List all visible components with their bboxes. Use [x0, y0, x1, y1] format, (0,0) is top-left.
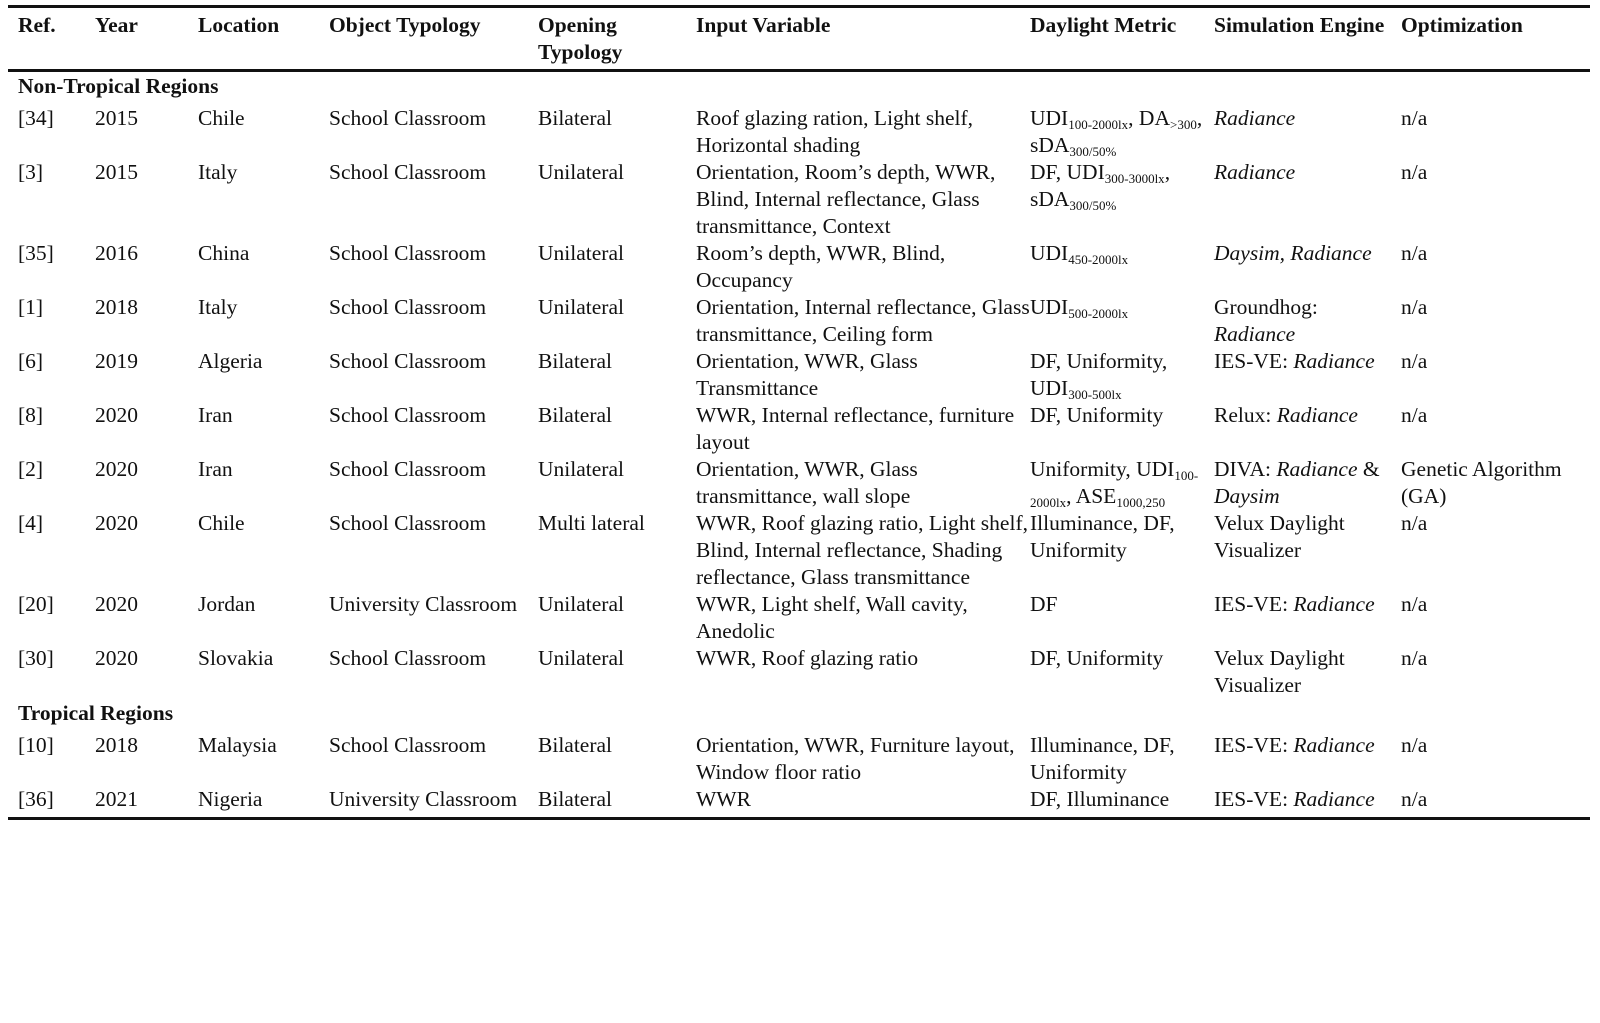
cell-ref: [10] — [18, 733, 54, 757]
cell-year: 2016 — [95, 241, 138, 265]
cell-input-variable: WWR, Light shelf, Wall cavity, Anedolic — [696, 592, 968, 643]
cell-daylight-metric — [1030, 591, 1214, 645]
cell-opening-typology: Bilateral — [538, 403, 613, 427]
cell-location: Chile — [198, 106, 245, 130]
cell-ref: [2] — [18, 457, 44, 481]
cell-daylight-metric — [1030, 645, 1214, 699]
text-fragment: Relux: — [1214, 403, 1277, 427]
cell-daylight-metric — [1030, 510, 1214, 591]
cell-object-typology: School Classroom — [329, 106, 487, 130]
cell-simulation-engine — [1214, 294, 1401, 348]
section-title: Tropical Regions — [18, 701, 174, 725]
cell-opening-typology: Unilateral — [538, 592, 624, 616]
cell-simulation-engine — [1214, 240, 1401, 294]
cell-optimization: Genetic Algorithm (GA) — [1401, 457, 1562, 508]
cell-year: 2020 — [95, 592, 138, 616]
cell-optimization: n/a — [1401, 592, 1428, 616]
cell-optimization: n/a — [1401, 511, 1428, 535]
cell-optimization: n/a — [1401, 787, 1428, 811]
cell-opening-typology: Unilateral — [538, 241, 624, 265]
cell-simulation-engine — [1214, 456, 1401, 510]
table-header — [8, 8, 1590, 72]
cell-year: 2020 — [95, 457, 138, 481]
text-fragment: Groundhog: — [1214, 295, 1318, 319]
text-fragment: , sDA — [1030, 106, 1203, 157]
metric-subscript: 500-2000lx — [1068, 306, 1129, 321]
cell-input-variable: Orientation, WWR, Glass transmittance, wall slope — [696, 457, 918, 508]
cell-optimization: n/a — [1401, 733, 1428, 757]
cell-input-variable: Orientation, Internal reflectance, Glass transmittance, Ceiling form — [696, 295, 1030, 346]
text-fragment: DF, Illuminance — [1030, 787, 1170, 811]
text-fragment: Velux Daylight Visualizer — [1214, 511, 1345, 562]
table-row — [8, 348, 1590, 402]
cell-location: Algeria — [198, 349, 263, 373]
metric-subscript: 100-2000lx — [1068, 117, 1129, 132]
cell-simulation-engine — [1214, 402, 1401, 456]
literature-review-table — [8, 8, 1590, 813]
cell-simulation-engine — [1214, 645, 1401, 699]
cell-ref: [36] — [18, 787, 54, 811]
cell-location: Jordan — [198, 592, 256, 616]
text-fragment: & — [1357, 457, 1380, 481]
metric-subscript: 300-3000lx — [1104, 171, 1165, 186]
cell-year: 2015 — [95, 160, 138, 184]
metric-subscript: 1000,250 — [1116, 495, 1166, 510]
section-title: Non-Tropical Regions — [18, 74, 219, 98]
cell-object-typology: School Classroom — [329, 295, 487, 319]
text-fragment: IES-VE: — [1214, 733, 1294, 757]
cell-location: Iran — [198, 403, 233, 427]
table-row — [8, 105, 1590, 159]
cell-object-typology: School Classroom — [329, 457, 487, 481]
cell-opening-typology: Unilateral — [538, 160, 624, 184]
text-fragment: IES-VE: — [1214, 787, 1294, 811]
metric-subscript: 300-500lx — [1068, 387, 1122, 402]
italic-text: Radiance — [1293, 592, 1375, 616]
italic-text: Radiance — [1293, 349, 1375, 373]
cell-opening-typology: Bilateral — [538, 106, 613, 130]
cell-ref: [35] — [18, 241, 54, 265]
table-body — [8, 72, 1590, 813]
table-row — [8, 456, 1590, 510]
cell-object-typology: School Classroom — [329, 241, 487, 265]
table-row — [8, 159, 1590, 240]
cell-year: 2020 — [95, 403, 138, 427]
cell-ref: [1] — [18, 295, 44, 319]
cell-object-typology: School Classroom — [329, 160, 487, 184]
text-fragment: DF — [1030, 592, 1058, 616]
cell-daylight-metric — [1030, 402, 1214, 456]
text-fragment: DF, Uniformity — [1030, 403, 1164, 427]
table-row — [8, 510, 1590, 591]
cell-ref: [3] — [18, 160, 44, 184]
cell-opening-typology: Unilateral — [538, 646, 624, 670]
cell-simulation-engine — [1214, 732, 1401, 786]
cell-simulation-engine — [1214, 591, 1401, 645]
text-fragment: Illuminance, DF, Uniformity — [1030, 733, 1175, 784]
header-optimization: Optimization — [1401, 13, 1523, 37]
cell-daylight-metric — [1030, 294, 1214, 348]
italic-text: Radiance — [1293, 733, 1375, 757]
italic-text: Radiance — [1214, 160, 1296, 184]
cell-simulation-engine — [1214, 348, 1401, 402]
italic-text: Radiance — [1214, 106, 1296, 130]
italic-text: Daysim — [1214, 484, 1280, 508]
cell-location: Malaysia — [198, 733, 277, 757]
metric-subscript: 100-2000lx — [1030, 468, 1199, 510]
header-input-variable: Input Variable — [696, 13, 831, 37]
cell-input-variable: WWR, Internal reflectance, furniture layout — [696, 403, 1015, 454]
cell-location: Chile — [198, 511, 245, 535]
cell-ref: [8] — [18, 403, 44, 427]
cell-year: 2018 — [95, 295, 138, 319]
cell-daylight-metric — [1030, 732, 1214, 786]
cell-daylight-metric — [1030, 105, 1214, 159]
italic-text: Radiance — [1293, 787, 1375, 811]
metric-subscript: 300/50% — [1069, 144, 1117, 159]
text-fragment: IES-VE: — [1214, 349, 1294, 373]
cell-simulation-engine — [1214, 159, 1401, 240]
text-fragment: UDI — [1030, 106, 1069, 130]
metric-subscript: 450-2000lx — [1068, 252, 1129, 267]
cell-input-variable: Orientation, WWR, Glass Transmittance — [696, 349, 918, 400]
text-fragment: UDI — [1030, 295, 1069, 319]
table-row — [8, 294, 1590, 348]
comparison-table-container — [8, 5, 1590, 820]
header-simulation-engine: Simulation Engine — [1214, 13, 1385, 37]
cell-ref: [30] — [18, 646, 54, 670]
cell-location: Italy — [198, 295, 238, 319]
cell-simulation-engine — [1214, 510, 1401, 591]
header-daylight-metric: Daylight Metric — [1030, 13, 1177, 37]
cell-input-variable: Room’s depth, WWR, Blind, Occupancy — [696, 241, 946, 292]
text-fragment: DF, Uniformity — [1030, 646, 1164, 670]
cell-object-typology: School Classroom — [329, 733, 487, 757]
cell-location: Italy — [198, 160, 238, 184]
table-row — [8, 591, 1590, 645]
cell-location: China — [198, 241, 250, 265]
text-fragment: DF, UDI — [1030, 160, 1105, 184]
table-row — [8, 786, 1590, 813]
cell-optimization: n/a — [1401, 241, 1428, 265]
section-row — [8, 72, 1590, 105]
cell-location: Slovakia — [198, 646, 274, 670]
cell-year: 2018 — [95, 733, 138, 757]
cell-input-variable: Orientation, Room’s depth, WWR, Blind, Internal reflectance, Glass transmittance, Context — [696, 160, 996, 238]
cell-opening-typology: Unilateral — [538, 457, 624, 481]
text-fragment: IES-VE: — [1214, 592, 1294, 616]
italic-text: Radiance — [1276, 457, 1358, 481]
header-ref: Ref. — [18, 13, 56, 37]
text-fragment: UDI — [1030, 241, 1069, 265]
text-fragment: DIVA: — [1214, 457, 1277, 481]
table-bottom-rule — [8, 817, 1590, 820]
cell-opening-typology: Bilateral — [538, 733, 613, 757]
cell-year: 2020 — [95, 646, 138, 670]
cell-optimization: n/a — [1401, 106, 1428, 130]
cell-object-typology: University Classroom — [329, 592, 518, 616]
header-object-typology: Object Typology — [329, 13, 481, 37]
cell-year: 2020 — [95, 511, 138, 535]
cell-ref: [34] — [18, 106, 54, 130]
header-row — [8, 8, 1590, 68]
cell-daylight-metric — [1030, 786, 1214, 813]
text-fragment: Illuminance, DF, Uniformity — [1030, 511, 1175, 562]
cell-opening-typology: Unilateral — [538, 295, 624, 319]
italic-text: Daysim, Radiance — [1214, 241, 1372, 265]
text-fragment: Uniformity, UDI — [1030, 457, 1175, 481]
cell-input-variable: Roof glazing ration, Light shelf, Horizontal shading — [696, 106, 974, 157]
header-opening-typology: Opening Typology — [538, 13, 623, 64]
cell-object-typology: School Classroom — [329, 646, 487, 670]
text-fragment: , ASE — [1066, 484, 1117, 508]
cell-ref: [6] — [18, 349, 44, 373]
text-fragment: , sDA — [1030, 160, 1171, 211]
cell-simulation-engine — [1214, 105, 1401, 159]
table-row — [8, 240, 1590, 294]
cell-daylight-metric — [1030, 348, 1214, 402]
cell-year: 2019 — [95, 349, 138, 373]
header-location: Location — [198, 13, 280, 37]
cell-optimization: n/a — [1401, 295, 1428, 319]
cell-opening-typology: Bilateral — [538, 349, 613, 373]
cell-object-typology: School Classroom — [329, 511, 487, 535]
text-fragment: DF, Uniformity, UDI — [1030, 349, 1168, 400]
cell-year: 2021 — [95, 787, 138, 811]
cell-object-typology: School Classroom — [329, 349, 487, 373]
metric-subscript: 300/50% — [1069, 198, 1117, 213]
header-year: Year — [95, 13, 138, 37]
cell-object-typology: School Classroom — [329, 403, 487, 427]
cell-daylight-metric — [1030, 240, 1214, 294]
cell-year: 2015 — [95, 106, 138, 130]
cell-location: Nigeria — [198, 787, 263, 811]
cell-ref: [4] — [18, 511, 44, 535]
cell-ref: [20] — [18, 592, 54, 616]
italic-text: Radiance — [1214, 322, 1296, 346]
table-row — [8, 402, 1590, 456]
table-row — [8, 645, 1590, 699]
cell-opening-typology: Multi lateral — [538, 511, 645, 535]
text-fragment: Velux Daylight Visualizer — [1214, 646, 1345, 697]
cell-object-typology: University Classroom — [329, 787, 518, 811]
cell-location: Iran — [198, 457, 233, 481]
cell-simulation-engine — [1214, 786, 1401, 813]
table-row — [8, 732, 1590, 786]
cell-input-variable: Orientation, WWR, Furniture layout, Window floor ratio — [696, 733, 1015, 784]
cell-opening-typology: Bilateral — [538, 787, 613, 811]
metric-subscript: >300 — [1169, 117, 1197, 132]
cell-optimization: n/a — [1401, 160, 1428, 184]
cell-daylight-metric — [1030, 159, 1214, 240]
cell-optimization: n/a — [1401, 646, 1428, 670]
cell-optimization: n/a — [1401, 349, 1428, 373]
section-row — [8, 699, 1590, 732]
italic-text: Radiance — [1276, 403, 1358, 427]
text-fragment: , DA — [1128, 106, 1170, 130]
cell-input-variable: WWR, Roof glazing ratio — [696, 646, 919, 670]
cell-daylight-metric — [1030, 456, 1214, 510]
cell-optimization: n/a — [1401, 403, 1428, 427]
cell-input-variable: WWR — [696, 787, 751, 811]
cell-input-variable: WWR, Roof glazing ratio, Light shelf, Blind, Internal reflectance, Shading reflectance, Glass transmittance — [696, 511, 1028, 589]
